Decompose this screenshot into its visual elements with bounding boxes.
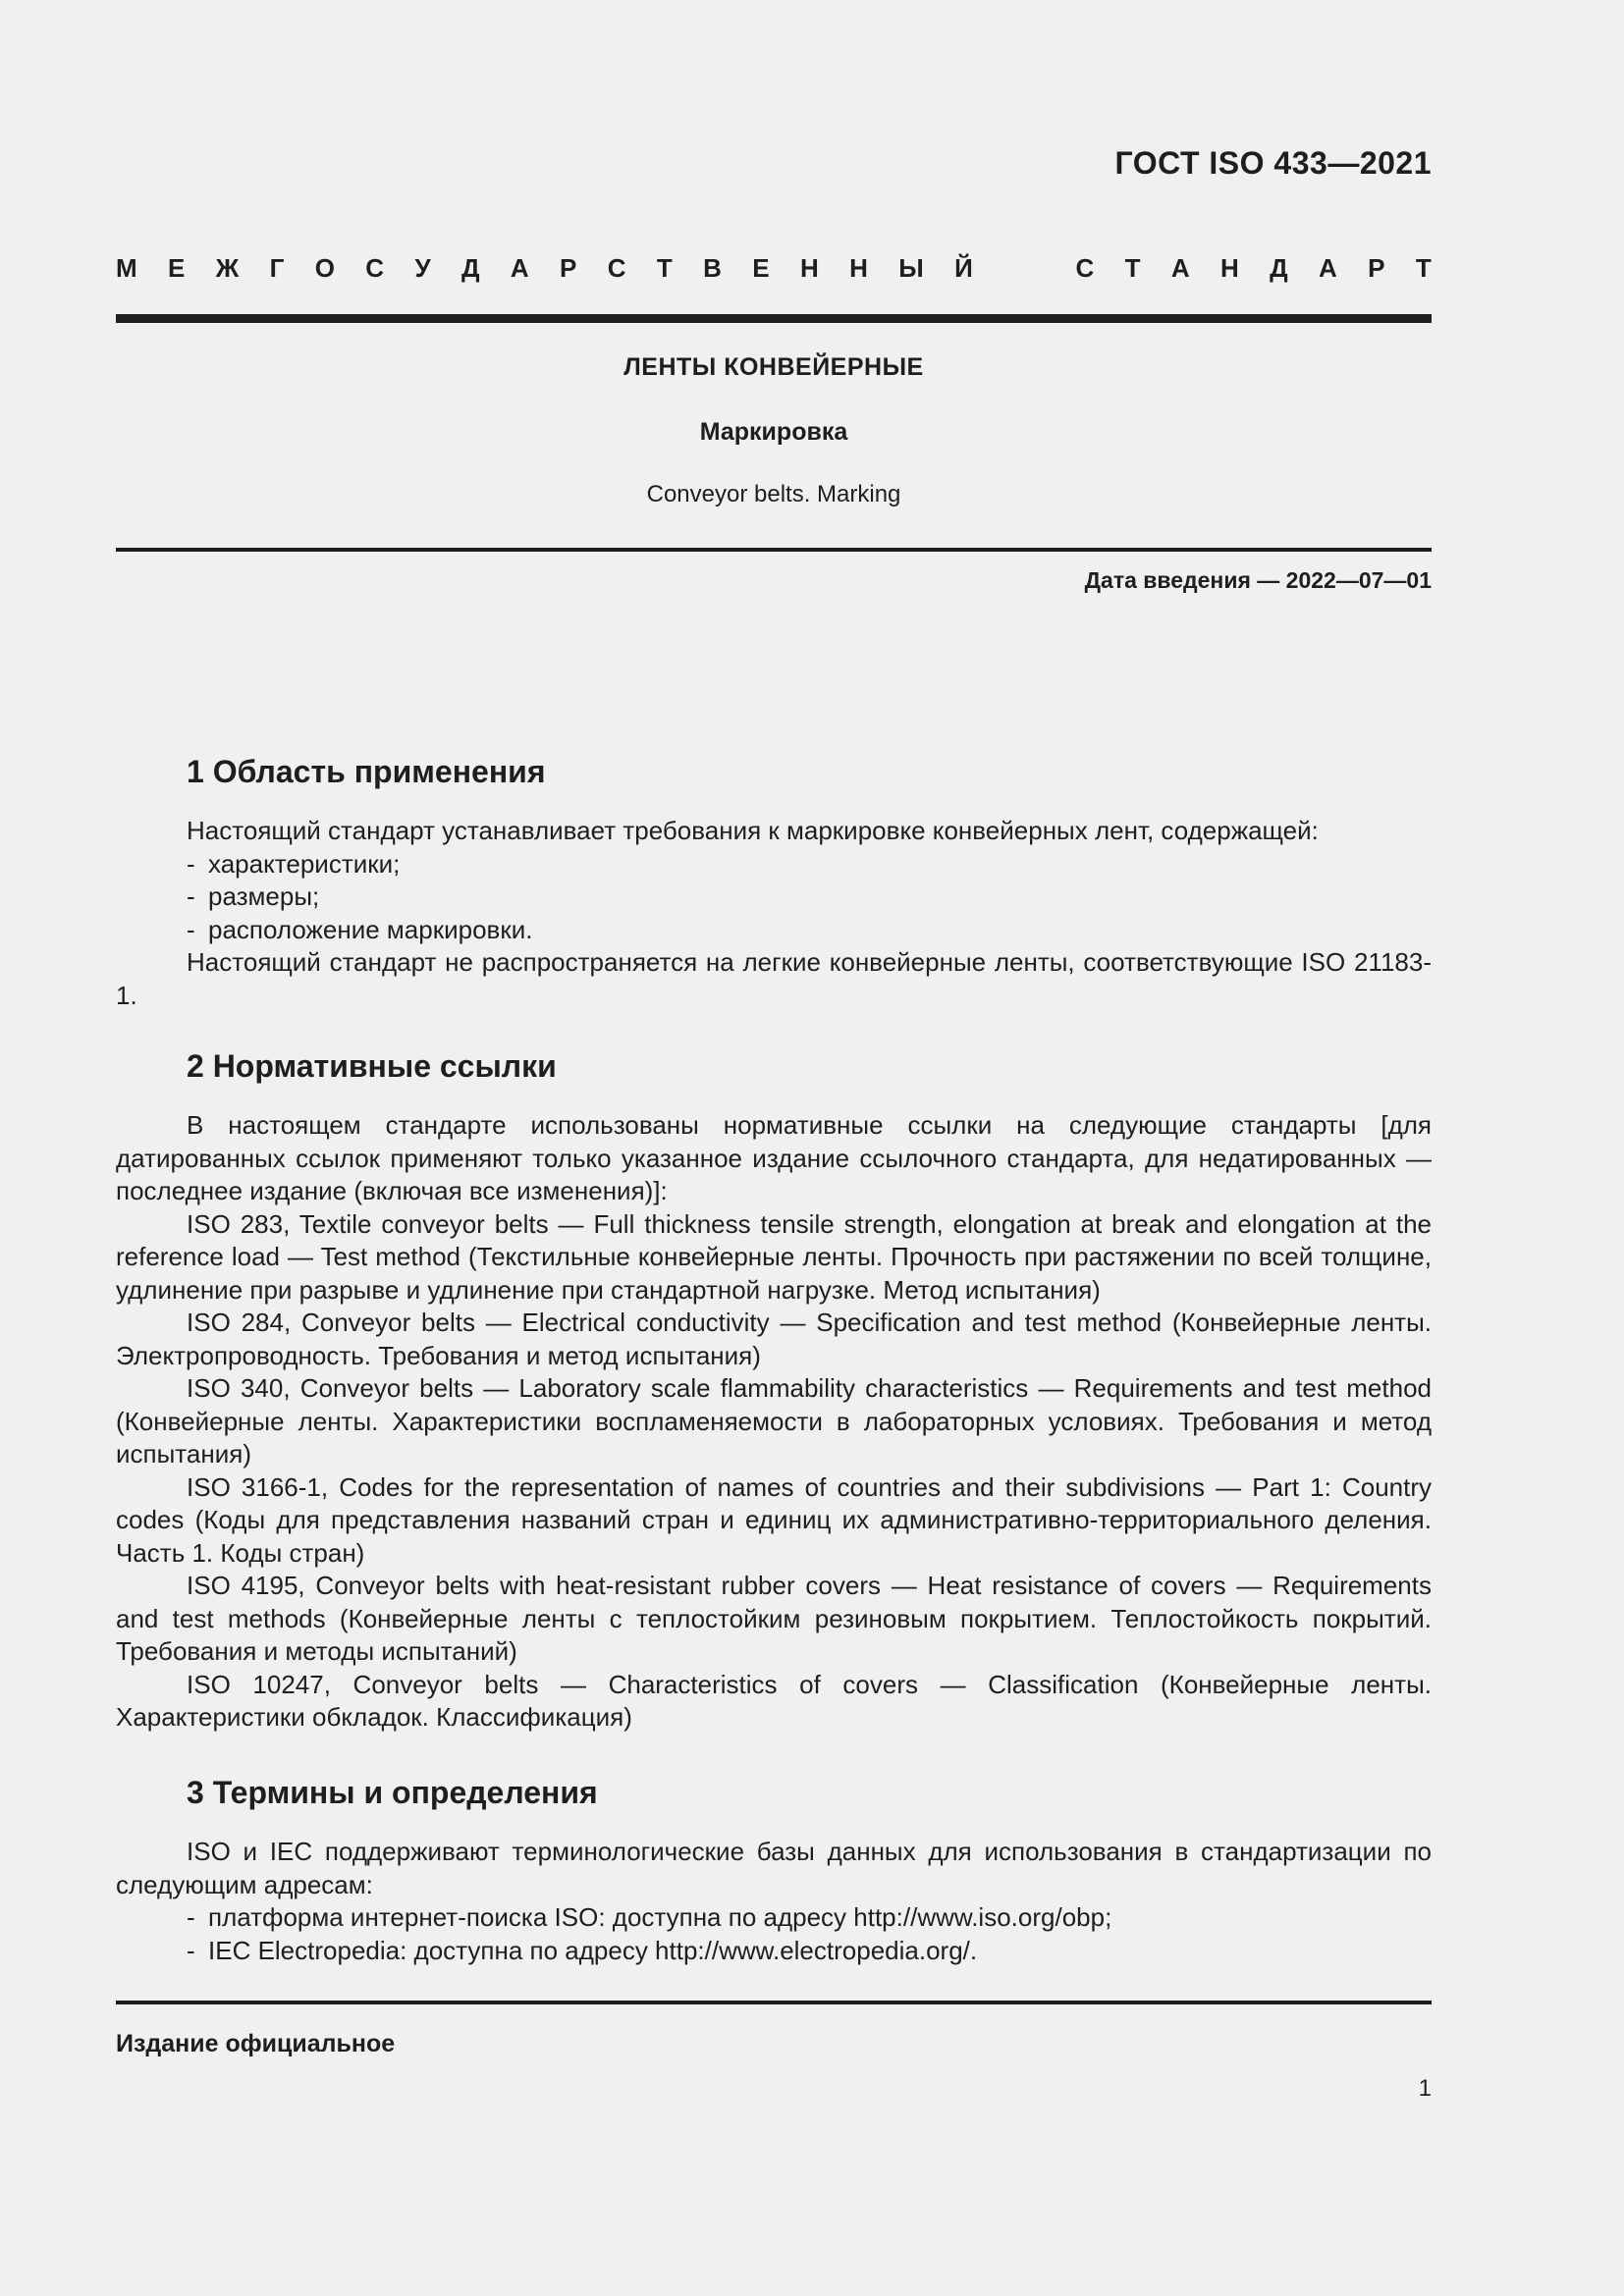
title-letter: А xyxy=(1170,253,1190,283)
title-letter: Т xyxy=(656,253,673,283)
introduction-date: Дата введения — 2022—07—01 xyxy=(1084,567,1432,593)
title-letter: Р xyxy=(1368,253,1385,283)
interstate-standard-title xyxy=(116,253,1432,284)
list-item-text: расположение маркировки. xyxy=(208,914,533,944)
header-divider xyxy=(116,314,1432,323)
title-letter: С xyxy=(607,253,626,283)
title-divider xyxy=(116,548,1432,552)
reference-item: ISO 340, Conveyor belts — Laboratory scale flammability characteristics — Requirements and test method (Конвейерные ленты. Характеристики воспламеняемости в лабораторных условиях. Требования и метод испытания) xyxy=(116,1373,1432,1468)
paragraph: Настоящий стандарт устанавливает требования к маркировке конвейерных лент, содержащей: xyxy=(187,816,1319,845)
section-heading: 2 Нормативные ссылки xyxy=(187,1048,557,1084)
list-item: - IEC Electropedia: доступна по адресу http://www.electropedia.org/. xyxy=(187,1935,978,1965)
title-letter: Р xyxy=(560,253,577,283)
page-number: 1 xyxy=(1418,2075,1432,2102)
title-letter: А xyxy=(1319,253,1337,283)
paragraph: В настоящем стандарте использованы нормативные ссылки на следующие стандарты [для датированных ссылок применяют только указанное издание ссылочного стандарта, для недатированных — последнее издание (включая все изменения)]: xyxy=(116,1110,1432,1205)
reference-item: ISO 4195, Conveyor belts with heat-resistant rubber covers — Heat resistance of covers — Requirements and test methods (Конвейерные ленты с теплостойким резиновым покрытием. Теплостойкость покрытий. Требования и методы испытаний) xyxy=(116,1571,1432,1666)
reference-item: ISO 283, Textile conveyor belts — Full thickness tensile strength, elongation at break and elongation at the reference load — Test method (Текстильные конвейерные ленты. Прочность при растяжении по всей толщине, удлинение при разрыве и удлинение при стандартной нагрузке. Метод испытания) xyxy=(116,1208,1432,1305)
footer-divider xyxy=(116,2001,1432,2004)
paragraph: Настоящий стандарт не распространяется на легкие конвейерные ленты, соответствующие ISO 21183-1. xyxy=(116,947,1432,1010)
title-letter: Ы xyxy=(898,253,924,283)
title-letter: Н xyxy=(849,253,868,283)
reference-item: ISO 10247, Conveyor belts — Characteristics of covers — Classification (Конвейерные ленты. Характеристики обкладок. Классификация) xyxy=(116,1669,1432,1732)
word-gap xyxy=(1003,253,1045,284)
title-letter: В xyxy=(703,253,722,283)
paragraph: ISO и IEC поддерживают терминологические базы данных для использования в стандартизации по следующим адресам: xyxy=(116,1837,1432,1899)
title-letter: С xyxy=(1075,253,1095,283)
title-letter: У xyxy=(414,253,431,283)
title-letter: А xyxy=(510,253,529,283)
list-item: - размеры; xyxy=(187,881,320,911)
title-letter: Е xyxy=(168,253,186,283)
list-item-text: платформа интернет-поиска ISO: доступна по адресу http://www.iso.org/obp; xyxy=(208,1902,1112,1932)
title-letter: Е xyxy=(752,253,770,283)
standard-subtitle: Маркировка xyxy=(699,418,848,446)
standard-title-english: Conveyor belts. Marking xyxy=(646,481,901,507)
list-item-text: размеры; xyxy=(208,881,320,911)
title-letter: Й xyxy=(954,253,973,283)
section-3-body xyxy=(116,1836,1432,1967)
official-edition-label: Издание официальное xyxy=(116,2030,396,2057)
title-letter: М xyxy=(116,253,137,283)
title-letter: Ж xyxy=(215,253,240,283)
reference-item: ISO 284, Conveyor belts — Electrical conductivity — Specification and test method (Конвейерные ленты. Электропроводность. Требования и метод испытания) xyxy=(116,1308,1432,1370)
list-item: - характеристики; xyxy=(187,848,401,879)
reference-item: ISO 3166-1, Codes for the representation of names of countries and their subdivisions — Part 1: Country codes (Коды для представления названий стран и единиц их административно-территориального деления. Часть 1. Коды стран) xyxy=(116,1471,1432,1568)
list-item-text: IEC Electropedia: доступна по адресу http://www.electropedia.org/. xyxy=(208,1935,978,1965)
title-letter: Г xyxy=(269,253,285,283)
document-page xyxy=(116,0,1432,2296)
document-number: ГОСТ ISO 433—2021 xyxy=(1114,145,1432,181)
list-item-text: характеристики; xyxy=(208,848,401,879)
title-letter: Т xyxy=(1124,253,1141,283)
title-letter: С xyxy=(365,253,385,283)
list-item: - платформа интернет-поиска ISO: доступна по адресу http://www.iso.org/obp; xyxy=(187,1902,1112,1932)
section-heading: 1 Область применения xyxy=(187,754,546,789)
title-letter: Н xyxy=(1220,253,1239,283)
title-letter: О xyxy=(314,253,335,283)
title-letter: Д xyxy=(460,253,480,283)
list-item: - расположение маркировки. xyxy=(187,914,533,944)
title-letter: Д xyxy=(1270,253,1288,283)
title-letter: Т xyxy=(1415,253,1432,283)
title-letter: Н xyxy=(799,253,819,283)
standard-title: ЛЕНТЫ КОНВЕЙЕРНЫЕ xyxy=(623,353,924,381)
section-1-body xyxy=(116,815,1432,1012)
section-2-body xyxy=(116,1109,1432,1735)
section-heading: 3 Термины и определения xyxy=(187,1775,598,1810)
